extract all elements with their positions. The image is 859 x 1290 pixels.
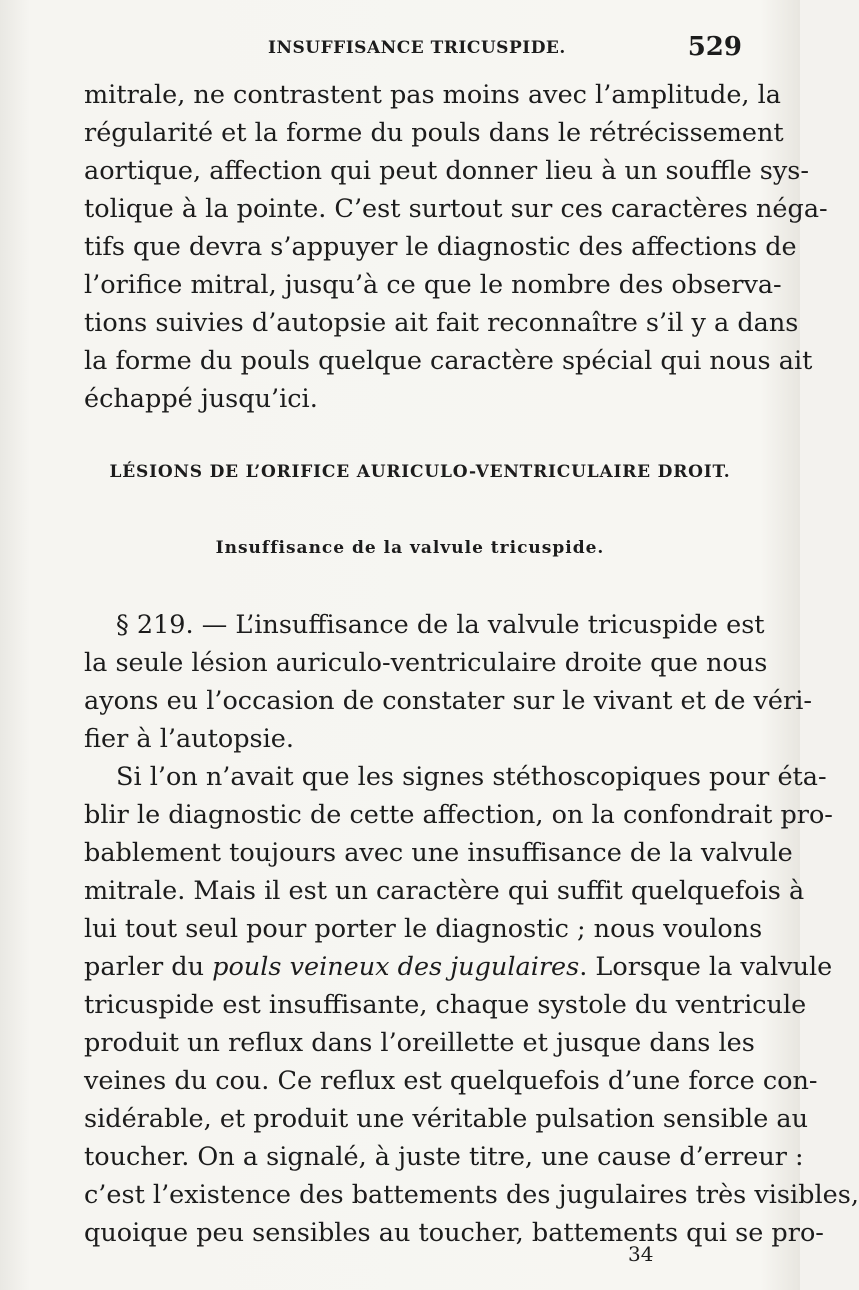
text-line: § 219. — L’insuffisance de la valvule tricuspide est: [116, 610, 765, 640]
text-line: toucher. On a signalé, à juste titre, une cause d’erreur :: [84, 1142, 804, 1172]
text-line: blir le diagnostic de cette affection, on la confondrait pro-: [84, 800, 833, 830]
text-line: sidérable, et produit une véritable pulsation sensible au: [84, 1104, 809, 1134]
section-heading: LÉSIONS DE L’ORIFICE AURICULO-VENTRICULAIRE DROIT.: [109, 462, 731, 482]
text-line: l’orifice mitral, jusqu’à ce que le nombre des observa-: [84, 270, 782, 300]
text-segment: parler du: [84, 952, 213, 982]
text-line: bablement toujours avec une insuffisance de la valvule: [84, 838, 793, 868]
text-line: régularité et la forme du pouls dans le rétrécissement: [84, 118, 784, 148]
subsection-heading: Insuffisance de la valvule tricuspide.: [215, 538, 605, 558]
text-line: ayons eu l’occasion de constater sur le vivant et de véri-: [84, 686, 812, 716]
text-line: mitrale, ne contrastent pas moins avec l’amplitude, la: [84, 80, 781, 110]
text-line: produit un reflux dans l’oreillette et jusque dans les: [84, 1028, 755, 1058]
text-line: mitrale. Mais il est un caractère qui suffit quelquefois à: [84, 876, 805, 906]
signature-mark: 34: [628, 1242, 654, 1266]
italic-phrase: pouls veineux des jugulaires: [212, 952, 580, 982]
text-line: c’est l’existence des battements des jugulaires très visibles,: [84, 1180, 859, 1210]
text-segment: . Lorsque la valvule: [579, 952, 833, 982]
text-line: Si l’on n’avait que les signes stéthoscopiques pour éta-: [116, 762, 827, 792]
text-line: tifs que devra s’appuyer le diagnostic des affections de: [84, 232, 797, 262]
text-line: aortique, affection qui peut donner lieu à un souffle sys-: [84, 156, 809, 186]
text-line: tricuspide est insuffisante, chaque systole du ventricule: [84, 990, 807, 1020]
page-header: [82, 32, 742, 68]
text-line: veines du cou. Ce reflux est quelquefois d’une force con-: [84, 1066, 818, 1096]
running-head: INSUFFISANCE TRICUSPIDE.: [268, 38, 566, 58]
page-number: 529: [687, 32, 742, 62]
text-line: lui tout seul pour porter le diagnostic ; nous voulons: [84, 914, 763, 944]
text-line: fier à l’autopsie.: [84, 724, 294, 754]
text-line: tolique à la pointe. C’est surtout sur ces caractères néga-: [84, 194, 828, 224]
text-line: tions suivies d’autopsie ait fait reconnaître s’il y a dans: [84, 308, 799, 338]
text-line: échappé jusqu’ici.: [84, 384, 318, 414]
text-line: la seule lésion auriculo-ventriculaire droite que nous: [84, 648, 768, 678]
text-line: la forme du pouls quelque caractère spécial qui nous ait: [84, 346, 813, 376]
text-line: quoique peu sensibles au toucher, battements qui se pro-: [84, 1218, 824, 1248]
text-line: [84, 948, 833, 986]
